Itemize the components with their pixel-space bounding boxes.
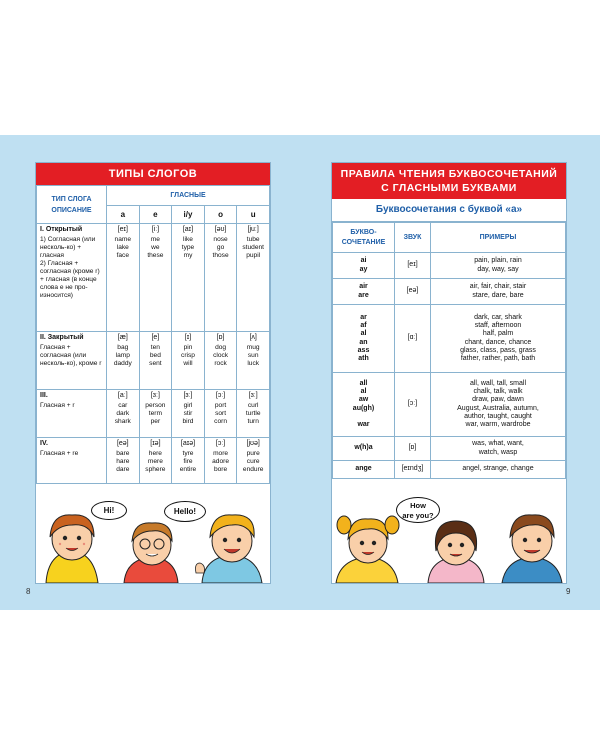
example-words: bare hare dare <box>116 450 130 473</box>
ipa-transcription: [ɜː] <box>248 392 258 399</box>
sound-cell: [ɑː] <box>395 305 431 373</box>
syllable-types-card <box>35 162 271 584</box>
kids-drawing-right <box>332 493 566 583</box>
syllable-type-description: Гласная + re <box>40 450 79 457</box>
ipa-transcription: [jʊə] <box>246 440 260 447</box>
vowel-cell <box>237 390 270 438</box>
ipa-transcription: [ɜː] <box>150 392 160 399</box>
example-words: bag lamp daddy <box>113 344 132 367</box>
ipa-transcription: [æ] <box>117 334 128 341</box>
ipa-transcription: [ɔː] <box>215 440 226 447</box>
vowel-header: u <box>237 206 270 224</box>
example-words: name lake face <box>114 236 132 259</box>
syllable-type-cell <box>37 224 107 332</box>
letter-combinations-table <box>332 222 566 479</box>
kids-drawing-left <box>36 493 270 583</box>
col-head-type: ТИП СЛОГА ОПИСАНИЕ <box>37 186 107 224</box>
examples-cell: dark, car, shark staff, afternoon half, palm chant, dance, chance glass, class, pass, grass father, rather, path, bath <box>431 305 566 373</box>
col-head-combination: БУКВО- СОЧЕТАНИЕ <box>333 223 395 253</box>
vowel-cell <box>237 438 270 484</box>
vowel-cell <box>139 390 172 438</box>
combination-row <box>333 305 566 373</box>
example-words: dog clock rock <box>213 344 229 367</box>
ipa-transcription: [ʌ] <box>249 334 257 341</box>
page-number-left: 8 <box>26 587 31 596</box>
kids-illustration-left <box>36 493 270 583</box>
combination-cell: all al aw au(gh) war <box>333 373 395 437</box>
vowel-header: e <box>139 206 172 224</box>
syllable-row <box>37 438 270 484</box>
ipa-transcription: [eə] <box>116 440 129 447</box>
examples-cell: pain, plain, rain day, way, say <box>431 253 566 279</box>
example-words: girl stir bird <box>182 402 194 425</box>
combination-row <box>333 437 566 461</box>
syllable-type-cell <box>37 438 107 484</box>
syllable-type-description: Гласная + согласная (или несколь-ко), кроме r <box>40 344 102 367</box>
syllable-type-description: 1) Согласная (или несколь-ко) + гласная 2) Гласная + согласная (кроме r) + гласная (в конце слова e не про-износится) <box>40 236 100 299</box>
kid-boy-glasses-icon <box>124 523 178 583</box>
ipa-transcription: [əʊ] <box>214 226 227 233</box>
vowel-cell <box>107 224 140 332</box>
example-words: pure cure endure <box>242 450 264 473</box>
reading-rules-subtitle: Буквосочетания с буквой «a» <box>332 199 566 222</box>
example-words: tyre fire entire <box>179 450 197 473</box>
syllable-type-description: Гласная + r <box>40 402 75 409</box>
ipa-transcription: [aɪ] <box>182 226 194 233</box>
kid-boy-brown-hair-icon <box>502 515 562 583</box>
syllable-type-name: III. <box>40 392 48 399</box>
examples-cell: all, wall, tall, small chalk, talk, walk draw, paw, dawn August, Australia, autumn, author, taught, caught war, warm, wardrobe <box>431 373 566 437</box>
example-words: curl turtle turn <box>245 402 261 425</box>
example-words: mug sun luck <box>246 344 260 367</box>
ipa-transcription: [eɪ] <box>117 226 128 233</box>
combination-cell: w(h)a <box>333 437 395 461</box>
kids-illustration-right <box>332 493 566 583</box>
vowel-cell <box>139 332 172 390</box>
vowel-cell <box>107 332 140 390</box>
vowel-header: a <box>107 206 140 224</box>
col-head-vowels: ГЛАСНЫЕ <box>107 186 270 206</box>
ipa-transcription: [aː] <box>117 392 128 399</box>
vowel-cell <box>204 332 237 390</box>
combination-cell: ai ay <box>333 253 395 279</box>
example-words: me we these <box>147 236 164 259</box>
syllable-type-cell <box>37 332 107 390</box>
vowel-cell <box>237 224 270 332</box>
ipa-transcription: [ɒ] <box>216 334 225 341</box>
kid-girl-dark-hair-icon <box>428 521 484 583</box>
example-words: pin crisp will <box>181 344 195 367</box>
sound-cell: [eə] <box>395 279 431 305</box>
syllable-type-name: IV. <box>40 440 48 447</box>
syllable-types-table <box>36 185 270 484</box>
combination-cell: ar af al an ass ath <box>333 305 395 373</box>
kid-girl-icon <box>46 515 98 583</box>
speech-bubble-hello: Hello! <box>164 501 206 522</box>
combination-cell: ange <box>333 461 395 479</box>
page-number-right: 9 <box>566 587 571 596</box>
sound-cell: [eɪ] <box>395 253 431 279</box>
vowel-header: i/y <box>172 206 205 224</box>
syllable-row <box>37 390 270 438</box>
vowel-cell <box>204 438 237 484</box>
combination-row <box>333 461 566 479</box>
syllable-type-name: I. Открытый <box>40 226 83 233</box>
example-words: ten bed sent <box>149 344 162 367</box>
ipa-transcription: [ɪ] <box>184 334 192 341</box>
example-words: car dark shark <box>114 402 131 425</box>
reading-rules-title-line-1: ПРАВИЛА ЧТЕНИЯ БУКВОСОЧЕТАНИЙ <box>340 168 558 180</box>
combination-row <box>333 279 566 305</box>
kid-girl-pigtails-icon <box>336 516 399 583</box>
vowel-header: o <box>204 206 237 224</box>
sound-cell: [ɒ] <box>395 437 431 461</box>
example-words: here mere sphere <box>145 450 166 473</box>
vowel-cell <box>172 332 205 390</box>
ipa-transcription: [aɪə] <box>180 440 196 447</box>
syllable-type-cell <box>37 390 107 438</box>
vowel-cell <box>204 390 237 438</box>
sound-cell: [ɔː] <box>395 373 431 437</box>
ipa-transcription: [e] <box>151 334 160 341</box>
speech-bubble-how-are-you: How are you? <box>396 497 440 523</box>
reading-rules-title-line-2: С ГЛАСНЫМИ БУКВАМИ <box>381 182 517 194</box>
sound-cell: [eɪndʒ] <box>395 461 431 479</box>
vowel-cell <box>139 224 172 332</box>
vowel-cell <box>204 224 237 332</box>
examples-cell: was, what, want, watch, wasp <box>431 437 566 461</box>
combination-row <box>333 373 566 437</box>
example-words: like type my <box>181 236 195 259</box>
example-words: nose go those <box>212 236 229 259</box>
example-words: more adore bore <box>212 450 230 473</box>
vowel-cell <box>237 332 270 390</box>
reading-rules-title <box>332 163 566 199</box>
example-words: port sort corn <box>214 402 227 425</box>
syllable-types-title: ТИПЫ СЛОГОВ <box>36 163 270 185</box>
ipa-transcription: [iː] <box>151 226 160 233</box>
col-head-examples: ПРИМЕРЫ <box>431 223 566 253</box>
col-head-sound: ЗВУК <box>395 223 431 253</box>
ipa-transcription: [juː] <box>247 226 259 233</box>
speech-bubble-hi: Hi! <box>91 501 127 520</box>
vowel-cell <box>172 224 205 332</box>
syllable-row <box>37 224 270 332</box>
ipa-transcription: [ɪə] <box>150 440 161 447</box>
combination-row <box>333 253 566 279</box>
examples-cell: air, fair, chair, stair stare, dare, bare <box>431 279 566 305</box>
kid-boy-blond-icon <box>196 515 263 583</box>
vowel-cell <box>107 390 140 438</box>
vowel-cell <box>172 438 205 484</box>
vowel-cell <box>107 438 140 484</box>
ipa-transcription: [ɔː] <box>215 392 226 399</box>
combination-cell: air are <box>333 279 395 305</box>
example-words: tube student pupil <box>242 236 264 259</box>
vowel-cell <box>172 390 205 438</box>
syllable-row <box>37 332 270 390</box>
vowel-cell <box>139 438 172 484</box>
example-words: person term per <box>145 402 166 425</box>
ipa-transcription: [ɜː] <box>183 392 193 399</box>
syllable-type-name: II. Закрытый <box>40 334 84 341</box>
reading-rules-card <box>331 162 567 584</box>
examples-cell: angel, strange, change <box>431 461 566 479</box>
